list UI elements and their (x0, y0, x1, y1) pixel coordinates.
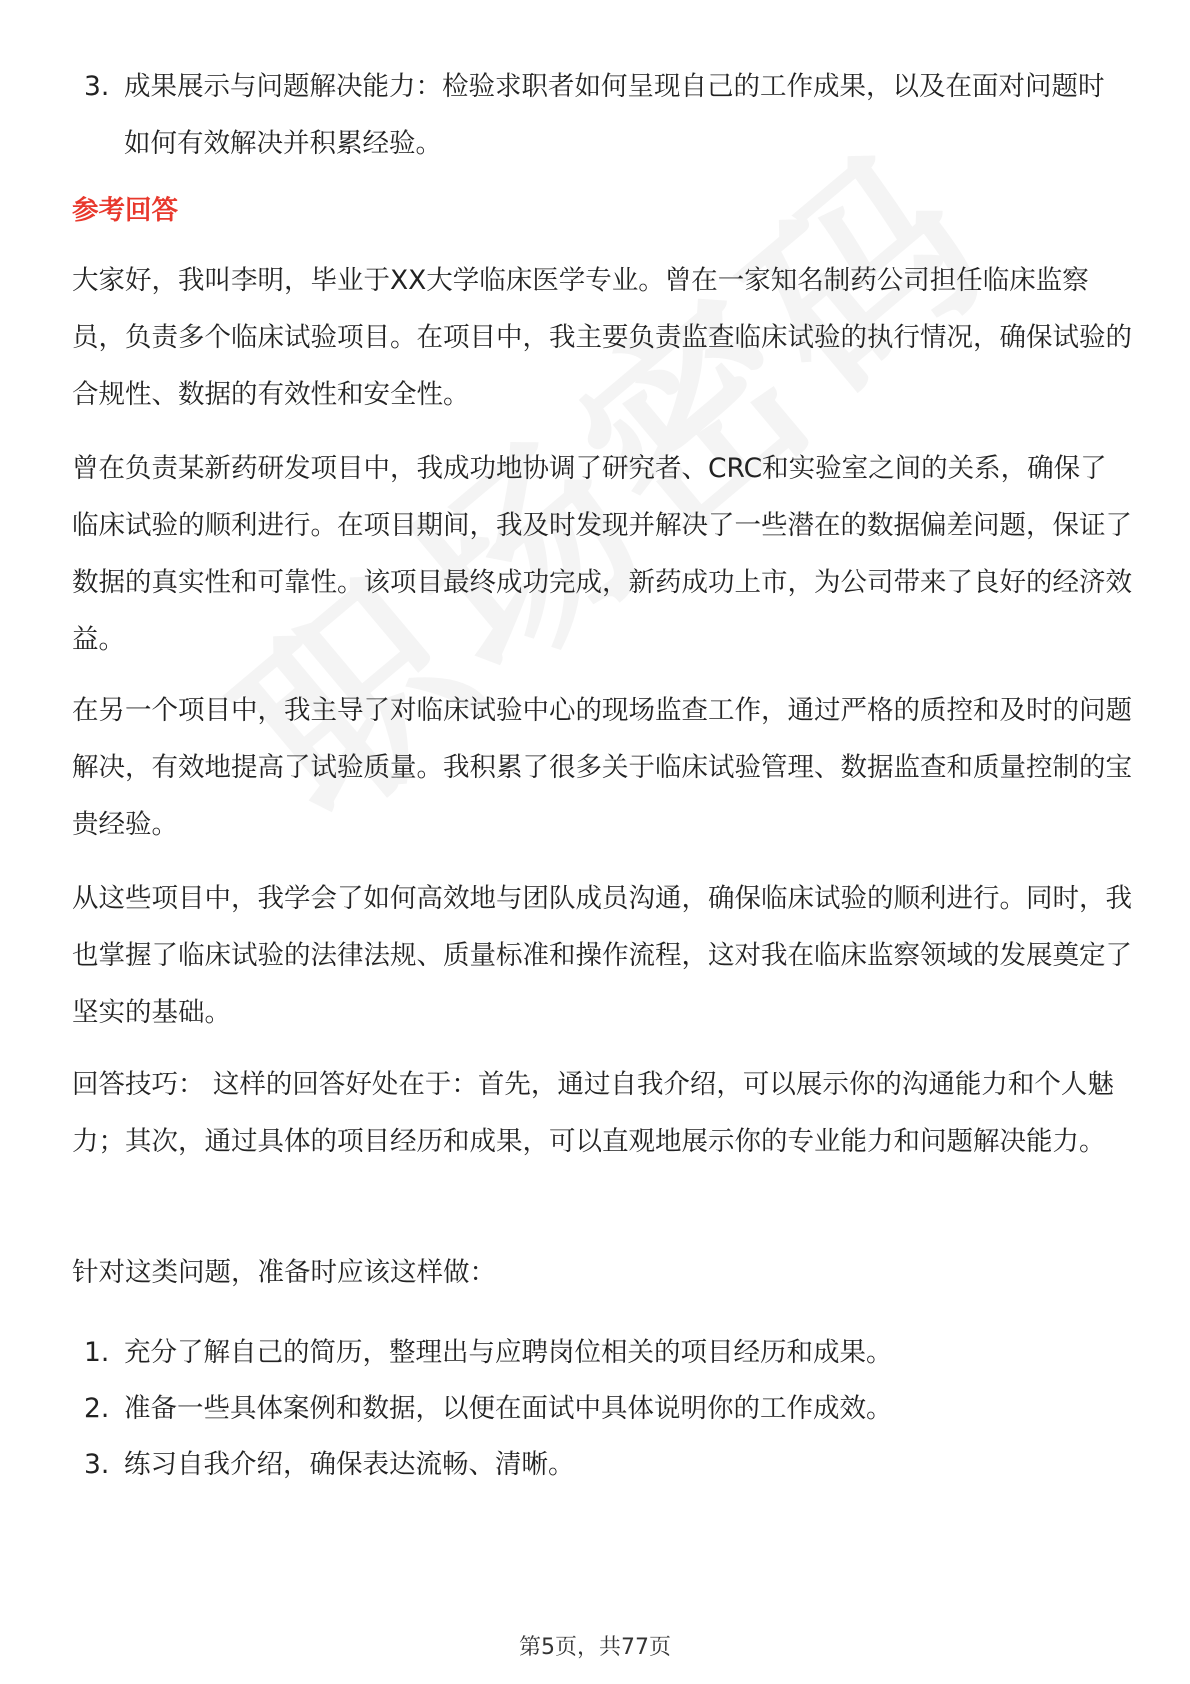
section-heading: 参考回答 (72, 195, 178, 226)
paragraph-project-2: 在另一个项目中，我主导了对临床试验中心的现场监查工作，通过严格的质控和及时的问题解决，有效地提高了试验质量。我积累了很多关于临床试验管理、数据监查和质量控制的宝贵经验。 (72, 695, 1132, 840)
page-footer: 第5页，共77页 (519, 1635, 671, 1660)
paragraph-prep-intro: 针对这类问题，准备时应该这样做： (72, 1257, 496, 1288)
list-number: 3. (84, 1449, 110, 1480)
paragraph-project-1: 曾在负责某新药研发项目中，我成功地协调了研究者、CRC和实验室之间的关系，确保了临床试验的顺利进行。在项目期间，我及时发现并解决了一些潜在的数据偏差问题，保证了数据的真实性和可靠性。该项目最终成功完成，新药成功上市，为公司带来了良好的经济效益。 (72, 453, 1132, 655)
list-item (84, 58, 1124, 172)
list-number: 1. (84, 1337, 110, 1368)
list-number: 3. (84, 71, 110, 102)
paragraph-tips: 回答技巧： 这样的回答好处在于：首先，通过自我介绍，可以展示你的沟通能力和个人魅力；其次，通过具体的项目经历和成果，可以直观地展示你的专业能力和问题解决能力。 (72, 1069, 1114, 1157)
list-text: 准备一些具体案例和数据，以便在面试中具体说明你的工作成效。 (124, 1393, 893, 1424)
list-item (84, 1324, 1124, 1381)
paragraph-intro: 大家好，我叫李明，毕业于XX大学临床医学专业。曾在一家知名制药公司担任临床监察员，负责多个临床试验项目。在项目中，我主要负责监查临床试验的执行情况，确保试验的合规性、数据的有效性和安全性。 (72, 265, 1132, 410)
paragraph-learnings: 从这些项目中，我学会了如何高效地与团队成员沟通，确保临床试验的顺利进行。同时，我也掌握了临床试验的法律法规、质量标准和操作流程，这对我在临床监察领域的发展奠定了坚实的基础。 (72, 883, 1132, 1028)
list-text: 练习自我介绍，确保表达流畅、清晰。 (124, 1449, 575, 1480)
list-item (84, 1380, 1124, 1437)
list-text: 充分了解自己的简历，整理出与应聘岗位相关的项目经历和成果。 (124, 1337, 893, 1368)
list-number: 2. (84, 1393, 110, 1424)
list-item (84, 1436, 1124, 1493)
list-text: 成果展示与问题解决能力：检验求职者如何呈现自己的工作成果，以及在面对问题时如何有效解决并积累经验。 (124, 71, 1105, 159)
